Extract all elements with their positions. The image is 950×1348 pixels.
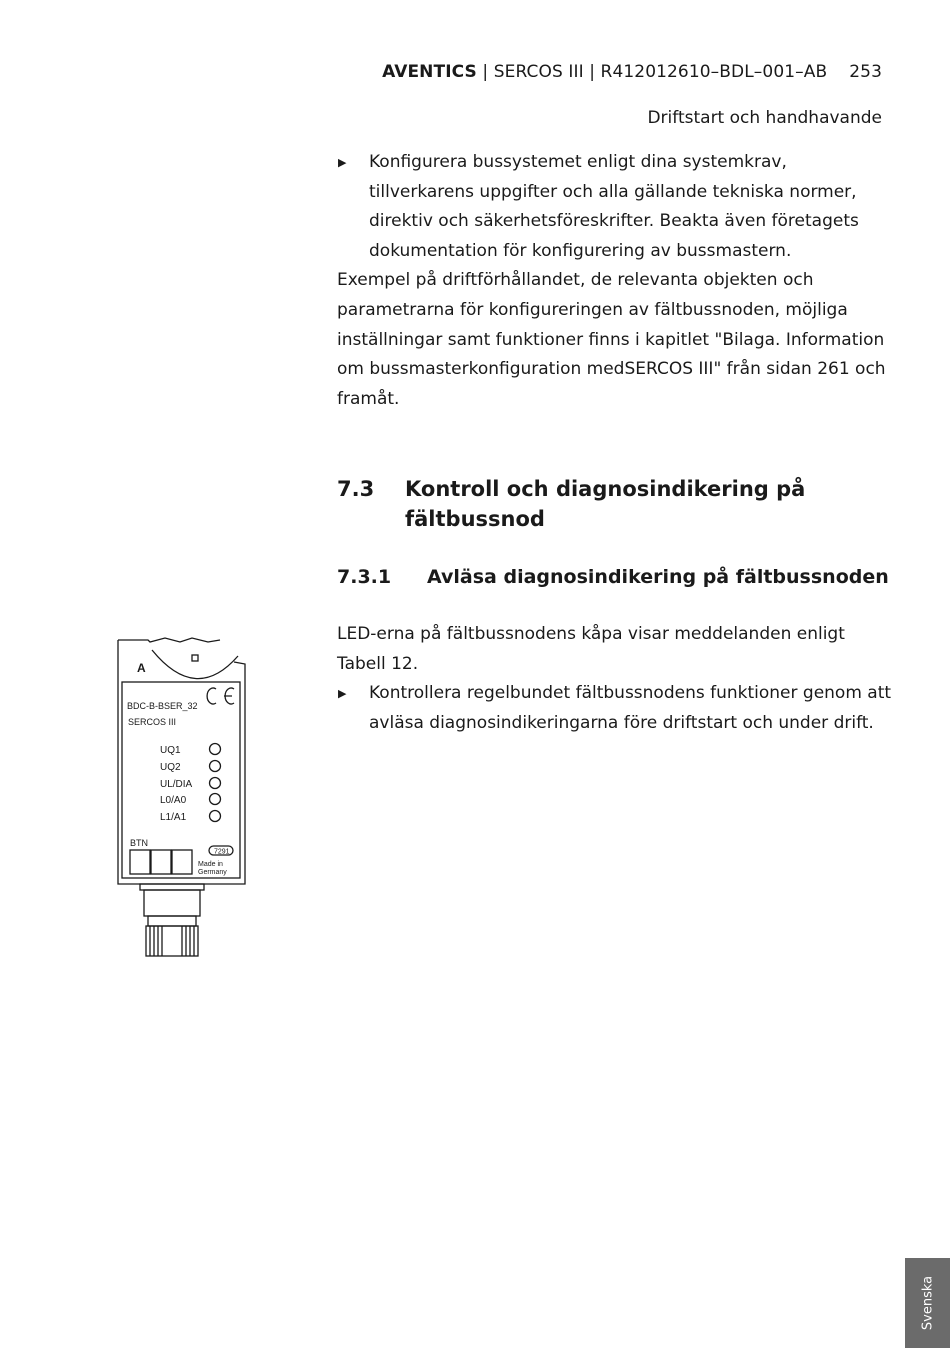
- origin-line-1: Made in: [198, 861, 223, 868]
- button-slot: [172, 850, 192, 874]
- bus-label: SERCOS III: [128, 717, 177, 727]
- page-number: 253: [849, 62, 882, 82]
- section-number: 7.3: [337, 477, 375, 501]
- housing-notch: [192, 655, 198, 661]
- language-label: Svenska: [920, 1275, 935, 1331]
- code-label: 7291: [214, 848, 230, 856]
- led-label: UL/DIA: [160, 779, 193, 790]
- bullet-arrow-icon: ▶: [338, 156, 347, 169]
- led-indicator: [210, 811, 221, 822]
- led-indicator: [210, 778, 221, 789]
- intro-block: [337, 148, 897, 414]
- led-indicator: [210, 761, 221, 772]
- bullet-arrow-icon: ▶: [338, 687, 347, 701]
- subsection-body: [337, 620, 897, 738]
- housing-curve: [152, 650, 238, 679]
- fieldbus-node-illustration: [110, 628, 255, 960]
- ce-c: [207, 688, 216, 704]
- led-label: UQ1: [160, 745, 181, 756]
- corner-label: A: [137, 661, 146, 675]
- led-label: UQ2: [160, 762, 181, 773]
- chapter-title: Driftstart och handhavande: [647, 108, 882, 128]
- btn-label: BTN: [130, 838, 148, 848]
- connector-body: [144, 890, 200, 916]
- subsection-number: 7.3.1: [337, 566, 392, 588]
- button-slot: [151, 850, 171, 874]
- led-paragraph: LED-erna på fältbussnodens kåpa visar meddelanden enligt Tabell 12.: [337, 624, 845, 674]
- button-slot: [130, 850, 150, 874]
- brand-name: AVENTICS: [382, 62, 477, 82]
- connector-ring: [148, 916, 196, 926]
- subsection-title: Avläsa diagnosindikering på fältbussnoden: [427, 566, 889, 588]
- led-label: L1/A1: [160, 812, 187, 823]
- running-header: [382, 62, 882, 82]
- led-label: L0/A0: [160, 795, 187, 806]
- model-label: BDC-B-BSER_32: [127, 701, 198, 711]
- origin-line-2: Germany: [198, 869, 227, 876]
- led-indicator: [210, 744, 221, 755]
- connector-collar: [140, 884, 204, 890]
- intro-paragraph: Exempel på driftförhållandet, de relevanta objekten och parametrarna för konfigureringen av fältbussnoden, möjliga inställningar samt funktioner finns i kapitlet "Bilaga. Information om bussmasterkonfiguration medSERCOS III" från sidan 261 och framåt.: [337, 270, 886, 409]
- housing-top-edge: [118, 638, 220, 642]
- bullet-text: Konfigurera bussystemet enligt dina systemkrav, tillverkarens uppgifter och alla gällande tekniska normer, direktiv och säkerhetsföreskrifter. Beakta även företagets dokumentation för konfigurering av bussmastern.: [369, 152, 859, 261]
- bullet-text: Kontrollera regelbundet fältbussnodens funktioner genom att avläsa diagnosindikeringarna före driftstart och under drift.: [369, 683, 892, 733]
- ce-e: [224, 688, 234, 704]
- instruction-bullet: [337, 679, 897, 738]
- led-indicator: [210, 794, 221, 805]
- section-title: Kontroll och diagnosindikering på fältbussnod: [405, 477, 806, 531]
- document-id: | SERCOS III | R412012610–BDL–001–AB: [476, 62, 828, 82]
- language-tab: [905, 1258, 950, 1348]
- instruction-bullet: [337, 148, 897, 266]
